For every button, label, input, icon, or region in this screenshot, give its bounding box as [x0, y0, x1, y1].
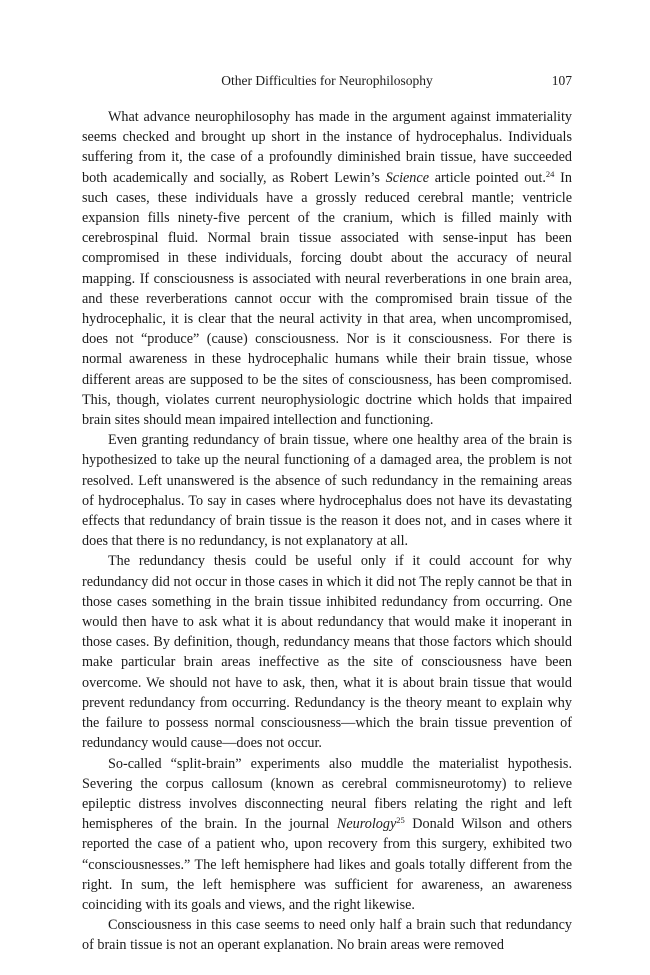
footnote-ref-24: 24: [545, 168, 555, 179]
text-run: So-called “split-brain” experiments also muddle the materialist hypothesis. Severing the corpus callosum (known as cerebral commisneurotomy) to relieve epileptic distress involves disconnecting neural fibers relating the right and left hemispheres of the brain. In the journal: [82, 755, 572, 833]
text-run: article pointed out.: [429, 169, 546, 186]
journal-title-neurology: Neurology: [336, 816, 397, 833]
running-title: Other Difficulties for Neurophilosophy: [221, 73, 433, 88]
text-run: Consciousness in this case seems to need only half a brain such that redundancy of brain tissue is not an operant explanation. No brain areas were removed: [82, 917, 572, 954]
text-run: Even granting redundancy of brain tissue, where one healthy area of the brain is hypothesized to take up the neural functioning of a damaged area, the problem is not resolved. Left unanswered is the absence of such redundancy in the remaining areas of hydrocephalus. To say in cases where hydrocephalus does not have its devastating effects that redundancy of brain tissue is the reason it does not, and in cases where it does that there is no redundancy, is not explanatory at all.: [82, 432, 572, 550]
text-run: What advance neurophilosophy has made in the argument against immateriality seems checked and brought up short in the instance of hydrocephalus. Individuals suffering from it, the case of a profoundly diminished brain tissue, have succeeded both academically and socially, as Robert Lewin’s: [82, 109, 572, 186]
paragraph-hydrocephalus: [82, 107, 572, 430]
text-run: The redundancy thesis could be useful only if it could account for why redundancy did not occur in those cases in which it did not The reply cannot be that in those cases something in the brain tissue inhibited redundancy from occurring. One would then have to ask what it is about redundancy that would make it inoperant in those cases. By definition, though, redundancy means that those factors which should make particular brain areas ineffective as the site of consciousness have been overcome. We should not have to ask, then, what it is about brain tissue that would prevent redundancy from occurring. Redundancy is the theory meant to explain why the failure to possess normal consciousness—which the brain tissue prevention of redundancy would cause—does not occur.: [82, 553, 572, 752]
text-run: In such cases, these individuals have a grossly reduced cerebral mantle; ventricle expansion fills ninety-five percent of the cranium, which is filled mainly with cerebrospinal fluid. Normal brain tissue associated with sense-input has been compromised in these individuals, forcing doubt about the accuracy of neural mapping. If consciousness is associated with neural reverberations in one brain area, and these reverberations cannot occur with the compromised brain tissue of the hydrocephalic, it is clear that the neural activity in that area, when uncompromised, does not “produce” (cause) consciousness. Nor is it consciousness. For there is normal awareness in these hydrocephalic humans while their brain tissue, whose different areas are supposed to be the sites of consciousness, has been compromised. This, though, violates current neurophysiologic doctrine which holds that impaired brain sites should mean impaired intellection and functioning.: [82, 169, 572, 429]
footnote-ref-25: 25: [396, 815, 405, 826]
body-text: [82, 107, 572, 956]
paragraph-redundancy: [82, 430, 572, 551]
journal-title-science: Science: [385, 169, 429, 186]
running-head: [82, 70, 572, 92]
paragraph-half-brain: [82, 915, 572, 955]
paragraph-redundancy-thesis: [82, 551, 572, 753]
paragraph-split-brain: [82, 754, 572, 916]
page-number: 107: [551, 73, 572, 88]
book-page: [82, 70, 572, 956]
text-run: Donald Wilson and others reported the case of a patient who, upon recovery from this surgery, exhibited two “consciousnesses.” The left hemisphere had likes and goals totally different from the right. In sum, the left hemisphere was sufficient for awareness, an awareness coinciding with its goals and views, and the right likewise.: [82, 816, 572, 913]
